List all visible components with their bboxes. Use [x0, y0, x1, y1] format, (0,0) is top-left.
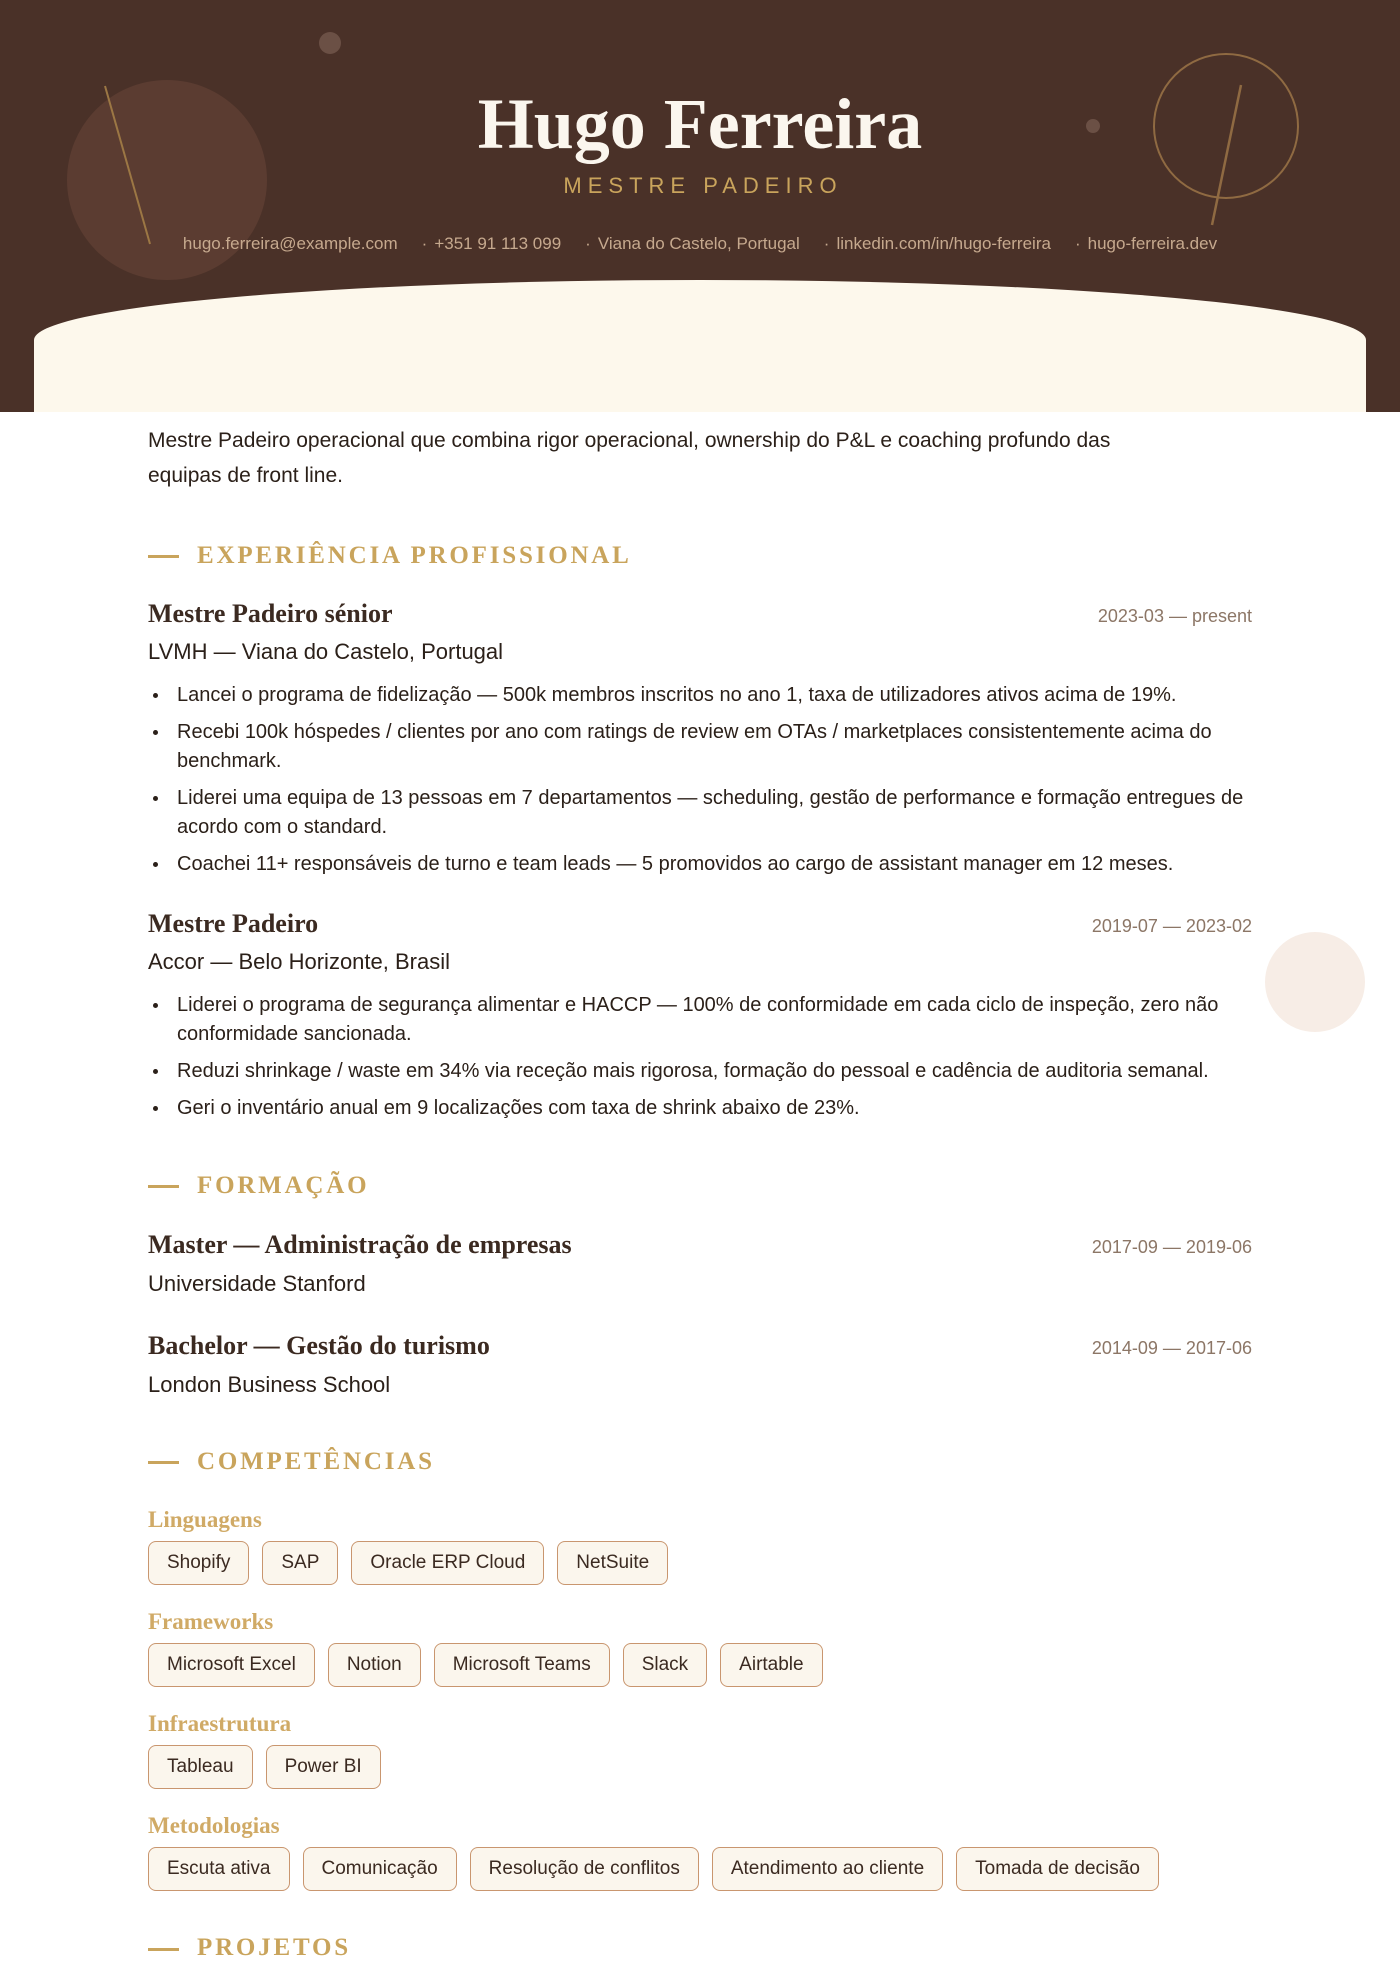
skill-chip-list: [148, 1643, 1252, 1687]
skills-section: [148, 1447, 1252, 1891]
job-achievements: [148, 991, 1252, 1123]
education-dates: 2017-09 — 2019-06: [1091, 1237, 1252, 1257]
job-entry: [148, 908, 1252, 1123]
job-header: [148, 598, 1252, 630]
skill-chip: Airtable: [720, 1643, 822, 1687]
contact-website[interactable]: hugo-ferreira.dev: [1087, 234, 1218, 253]
skill-chip: Notion: [328, 1643, 421, 1687]
job-header: [148, 908, 1252, 940]
achievement-item: Reduzi shrinkage / waste em 34% via receção mais rigorosa, formação do pessoal e cadência de auditoria semanal.: [148, 1057, 1252, 1086]
achievement-item: Lancei o programa de fidelização — 500k membros inscritos no ano 1, taxa de utilizadores ativos acima de 19%.: [148, 681, 1252, 710]
skill-chip: Slack: [623, 1643, 707, 1687]
skill-chip: Microsoft Teams: [434, 1643, 610, 1687]
degree-title: Master — Administração de empresas: [148, 1230, 572, 1259]
skill-chip: Power BI: [266, 1745, 381, 1789]
school-name: Universidade Stanford: [148, 1271, 366, 1296]
achievement-item: Recebi 100k hóspedes / clientes por ano com ratings de review em OTAs / marketplaces consistentemente acima do benchmark.: [148, 718, 1252, 776]
resume-body: [0, 412, 1400, 1961]
achievement-item: Liderei o programa de segurança alimentar e HACCP — 100% de conformidade em cada ciclo de inspeção, zero não conformidade sancionada.: [148, 991, 1252, 1049]
section-heading-skills: [148, 1447, 1252, 1477]
job-title: Mestre Padeiro sénior: [148, 599, 393, 628]
skill-chip: Comunicação: [303, 1847, 457, 1891]
skill-chip-list: [148, 1541, 1252, 1585]
education-entry: [148, 1330, 1252, 1399]
education-section: [148, 1171, 1252, 1399]
contact-separator: ·: [421, 234, 428, 253]
decor-dot-small: [319, 32, 341, 54]
achievement-item: Liderei uma equipa de 13 pessoas em 7 departamentos — scheduling, gestão de performance e formação entregues de acordo com o standard.: [148, 784, 1252, 842]
section-heading-dash: [148, 1461, 179, 1464]
job-dates: 2019-07 — 2023-02: [1091, 916, 1252, 936]
school-name: London Business School: [148, 1372, 391, 1397]
skill-chip: Tomada de decisão: [956, 1847, 1159, 1891]
job-title: Mestre Padeiro: [148, 909, 319, 938]
job-company: Accor — Belo Horizonte, Brasil: [148, 949, 450, 974]
contact-row: [0, 233, 1400, 255]
job-dates: 2023-03 — present: [1097, 606, 1252, 626]
education-entry: [148, 1229, 1252, 1298]
achievement-item: Geri o inventário anual em 9 localizações com taxa de shrink abaixo de 23%.: [148, 1094, 1252, 1123]
contact-phone: +351 91 113 099: [434, 234, 562, 253]
skill-chip: Resolução de conflitos: [470, 1847, 699, 1891]
job-achievements: [148, 681, 1252, 879]
skill-chip-list: [148, 1847, 1252, 1891]
contact-separator: ·: [823, 234, 830, 253]
education-header: [148, 1330, 1252, 1362]
skill-group-label: Infraestrutura: [148, 1711, 292, 1736]
contact-location: Viana do Castelo, Portugal: [597, 234, 800, 253]
section-heading-text: EXPERIÊNCIA PROFISSIONAL: [197, 542, 632, 569]
candidate-title: MESTRE PADEIRO: [563, 173, 843, 198]
experience-section: [148, 541, 1252, 1123]
skill-group-label: Linguagens: [148, 1507, 262, 1532]
section-heading-dash: [148, 555, 179, 558]
job-company: LVMH — Viana do Castelo, Portugal: [148, 639, 504, 664]
header-curve: [34, 280, 1366, 412]
resume-header: [0, 0, 1400, 412]
skill-chip: SAP: [262, 1541, 338, 1585]
section-heading-projects: [148, 1934, 1252, 1961]
skill-chip: Microsoft Excel: [148, 1643, 315, 1687]
skill-chip-list: [148, 1745, 1252, 1789]
section-heading-dash: [148, 1948, 179, 1951]
contact-linkedin[interactable]: linkedin.com/in/hugo-ferreira: [836, 234, 1051, 253]
skill-chip: Escuta ativa: [148, 1847, 290, 1891]
skill-chip: Atendimento ao cliente: [712, 1847, 943, 1891]
skill-group-label: Metodologias: [148, 1813, 280, 1838]
section-heading-dash: [148, 1185, 179, 1188]
contact-email[interactable]: hugo.ferreira@example.com: [182, 234, 398, 253]
education-dates: 2014-09 — 2017-06: [1091, 1338, 1252, 1358]
achievement-item: Coachei 11+ responsáveis de turno e team leads — 5 promovidos ao cargo de assistant manager em 12 meses.: [148, 850, 1252, 879]
education-header: [148, 1229, 1252, 1261]
contact-separator: ·: [1074, 234, 1081, 253]
profile-summary: Mestre Padeiro operacional que combina rigor operacional, ownership do P&L e coaching profundo das equipas de front line.: [148, 429, 1111, 487]
job-entry: [148, 598, 1252, 879]
candidate-name: Hugo Ferreira: [477, 84, 923, 164]
section-heading-education: [148, 1171, 1252, 1201]
section-heading-experience: [148, 541, 1252, 571]
section-heading-text: COMPETÊNCIAS: [197, 1448, 435, 1475]
section-heading-text: PROJETOS: [197, 1934, 351, 1961]
skill-chip: NetSuite: [557, 1541, 668, 1585]
skill-chip: Shopify: [148, 1541, 249, 1585]
degree-title: Bachelor — Gestão do turismo: [148, 1331, 490, 1360]
skill-chip: Tableau: [148, 1745, 253, 1789]
skill-chip: Oracle ERP Cloud: [351, 1541, 544, 1585]
section-heading-text: FORMAÇÃO: [197, 1172, 370, 1199]
contact-separator: ·: [585, 234, 591, 253]
skill-group-label: Frameworks: [148, 1609, 274, 1634]
